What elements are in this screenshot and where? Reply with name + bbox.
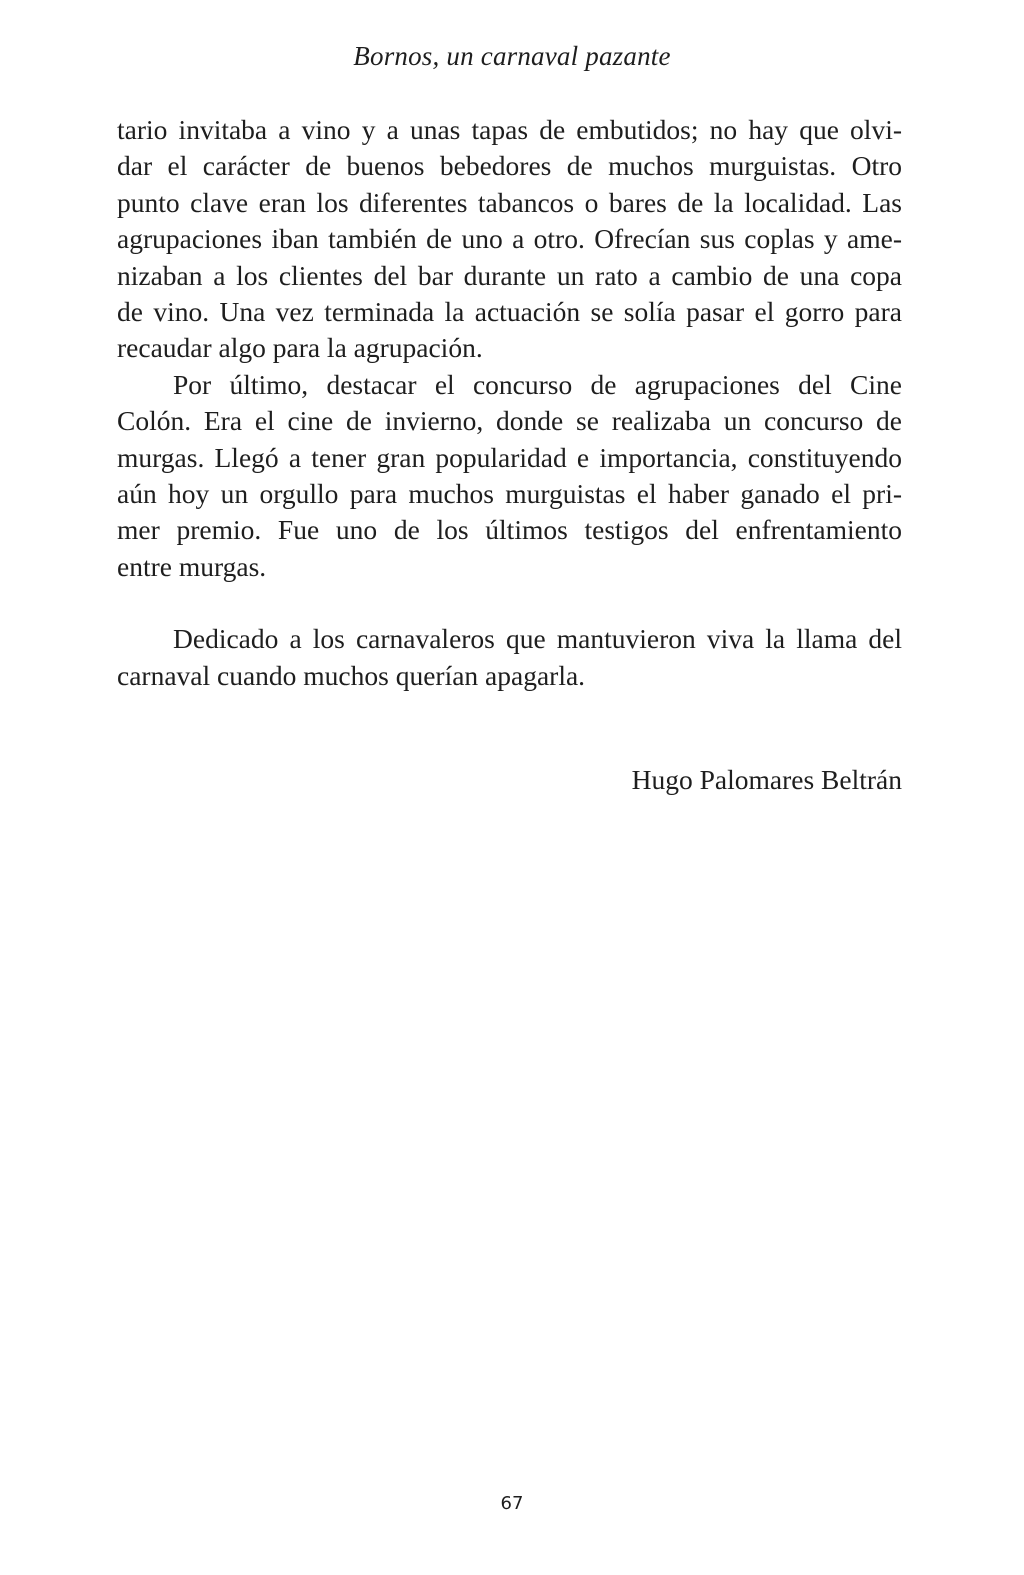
paragraph-continued [117,112,902,367]
text-line: murgas. Llegó a tener gran popularidad e importancia, constituyendo [117,441,902,473]
text-line: recaudar algo para la agrupación. [117,332,483,364]
text-line: nizaban a los clientes del bar durante un rato a cambio de una copa [117,259,902,291]
paragraph-gap [117,585,902,621]
author-signature: Hugo Palomares Beltrán [631,764,902,795]
dedication [117,621,902,694]
text-line: dar el carácter de buenos bebedores de muchos murguistas. Otro [117,150,902,182]
running-header: Bornos, un carnaval pazante [353,41,671,71]
text-line: punto clave eran los diferentes tabancos o bares de la localidad. Las [117,186,902,218]
text-line: agrupaciones iban también de uno a otro. Ofrecían sus coplas y ame- [117,223,902,255]
text-line: Colón. Era el cine de invierno, donde se realizaba un concurso de [117,405,902,437]
body-text [117,112,902,694]
text-line: entre murgas. [117,550,267,582]
text-line: mer premio. Fue uno de los últimos testigos del enfrentamiento [117,514,902,546]
text-line: aún hoy un orgullo para muchos murguistas el haber ganado el pri- [117,477,902,509]
text-line: carnaval cuando muchos querían apagarla. [117,659,586,691]
text-line: Por último, destacar el concurso de agrupaciones del Cine [173,368,902,400]
paragraph-cine-colon [117,367,902,585]
text-line: tario invitaba a vino y a unas tapas de embutidos; no hay que olvi- [117,114,902,145]
text-line: de vino. Una vez terminada la actuación se solía pasar el gorro para [117,295,902,327]
page-number: 67 [500,1493,524,1514]
text-line: Dedicado a los carnavaleros que mantuvieron viva la llama del [173,623,902,655]
